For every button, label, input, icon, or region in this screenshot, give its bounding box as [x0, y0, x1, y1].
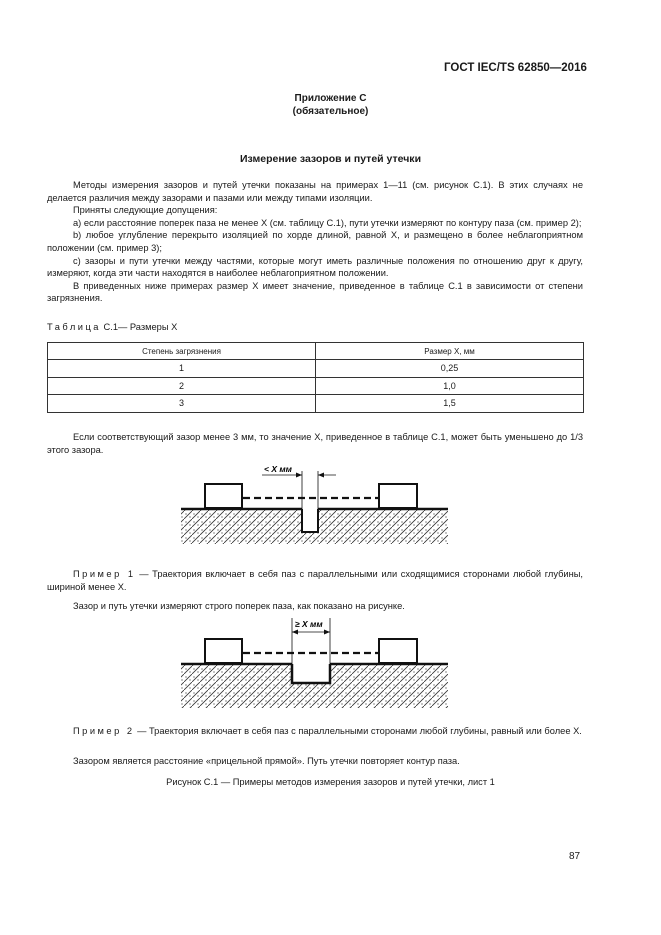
paragraph: Зазор и путь утечки измеряют строго поперек паза, как показано на рисунке. [73, 601, 405, 611]
table-cell: 1,5 [316, 395, 584, 413]
example-label: Пример 2 [73, 726, 135, 736]
table-row [48, 360, 584, 378]
dimension-arrow [324, 630, 330, 635]
table-caption-text: С.1— Размеры X [103, 322, 178, 332]
figure-caption: Рисунок С.1 — Примеры методов измерения зазоров и путей утечки, лист 1 [166, 777, 495, 787]
table-header-row [48, 343, 584, 360]
paragraph: b) любое углубление перекрыто изоляцией по хорде длиной, равной X, и размещено в более неблагоприятном положении (см. пример 3); [47, 230, 583, 253]
paragraph: Методы измерения зазоров и путей утечки показаны на примерах 1—11 (см. рисунок С.1). В этих случаях не делается различия между зазорами и пазами или между типами изоляции. [47, 180, 583, 203]
conductor-left [205, 484, 242, 508]
paragraph: В приведенных ниже примерах размер X имеет значение, приведенное в таблице С.1 в зависимости от степени загрязнения. [47, 280, 583, 304]
table-cell: 2 [48, 377, 316, 395]
conductor-right [379, 484, 417, 508]
example-text: — Траектория включает в себя паз с параллельными сторонами любой глубины, равный или более X. [137, 726, 582, 736]
conductor-left [205, 639, 242, 663]
dimension-arrow [292, 630, 298, 635]
table-header-cell: Размер X, мм [316, 343, 584, 360]
dimension-label: ≥ X мм [295, 619, 323, 629]
table-caption [47, 322, 177, 332]
dimension-arrow [296, 473, 302, 478]
example-label: Пример 1 [73, 569, 136, 579]
standard-code: ГОСТ IEC/TS 62850—2016 [444, 62, 587, 74]
table-cell: 3 [48, 395, 316, 413]
groove-outline [302, 509, 318, 532]
example-2-caption [47, 725, 583, 738]
page-number: 87 [569, 851, 581, 862]
paragraph: Зазором является расстояние «прицельной прямой». Путь утечки повторяет контур паза. [73, 756, 460, 766]
paragraph: Если соответствующий зазор менее 3 мм, то значение X, приведенное в таблице С.1, может быть уменьшено до 1/3 этого зазора. [47, 432, 583, 455]
table-row [48, 395, 584, 413]
substrate [181, 509, 448, 544]
section-title: Измерение зазоров и путей утечки [239, 153, 422, 165]
conductor-right [379, 639, 417, 663]
appendix-subtitle: (обязательное) [292, 106, 369, 117]
example-1-caption [47, 568, 583, 593]
table-caption-label: Таблица [47, 322, 101, 332]
dimension-arrow [318, 473, 324, 478]
figure-example-1 [0, 455, 661, 570]
sizes-table [47, 342, 584, 413]
table-row [48, 377, 584, 395]
table-cell: 1,0 [316, 377, 584, 395]
appendix-title: Приложение С [294, 93, 367, 104]
figure-example-2 [0, 610, 661, 725]
paragraph: с) зазоры и пути утечки между частями, которые могут иметь различные положения по отношению друг к другу, измеряют, когда эти части находятся в наиболее неблагоприятном положении. [47, 255, 583, 279]
groove-outline [292, 664, 330, 683]
table-header-cell: Степень загрязнения [48, 343, 316, 360]
table-cell: 0,25 [316, 360, 584, 378]
paragraph: а) если расстояние поперек паза не менее X (см. таблицу С.1), пути утечки измеряют по контуру паза (см. пример 2); [73, 217, 582, 228]
intro-text [47, 179, 583, 305]
after-table-text [47, 431, 583, 456]
substrate [181, 664, 448, 708]
paragraph [47, 725, 583, 738]
dimension-label: < X мм [264, 464, 292, 474]
example-2-note [47, 755, 583, 768]
appendix-heading [0, 92, 661, 118]
paragraph [47, 568, 583, 593]
paragraph: Приняты следующие допущения: [73, 205, 218, 216]
table-cell: 1 [48, 360, 316, 378]
example-text: — Траектория включает в себя паз с параллельными или сходящимися сторонами любой глубины, шириной менее X. [47, 569, 583, 592]
